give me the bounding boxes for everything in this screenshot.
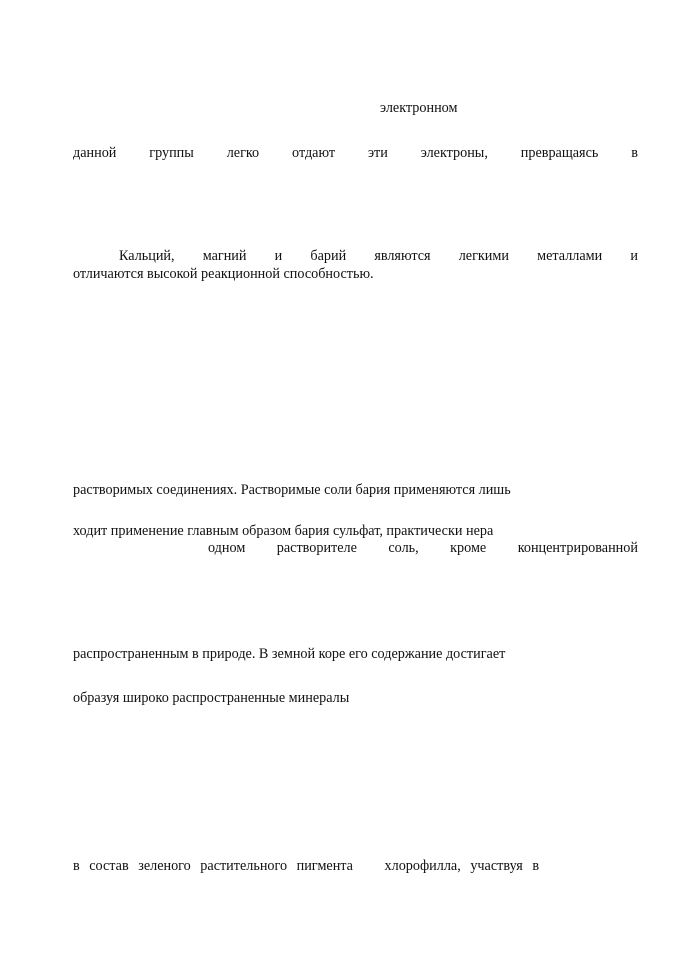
word: концентрированной [517,540,638,556]
word: магний [202,248,247,264]
word: соль, [388,540,419,556]
word: эти [367,145,388,161]
text-line-3 [119,248,638,265]
word: одном [208,540,246,556]
text-line-7 [208,540,638,557]
text-line-5: растворимых соединениях. Растворимые соли бария применяются лишь [73,482,511,498]
word: и [274,248,283,264]
word: превращаясь [520,145,599,161]
word: в [631,145,638,161]
text-line-8: распространенным в природе. В земной коре его содержание достигает [73,646,506,662]
word: зеленого [138,858,191,874]
word: легкими [458,248,509,264]
word: группы [149,145,194,161]
text-line-4: отличаются высокой реакционной способностью. [73,266,374,282]
text-line-6: ходит применение главным образом бария сульфат, практически нера [73,523,494,539]
word: являются [374,248,431,264]
text-line-10 [73,858,638,875]
word: в [532,858,540,874]
word: Кальций, [119,248,175,264]
word: барий [310,248,347,264]
word: легко [226,145,260,161]
word: металлами [537,248,603,264]
word: кроме [450,540,487,556]
text-line-9: образуя широко распространенные минералы [73,690,350,706]
word: пигмента [296,858,353,874]
text-line-2 [73,145,638,162]
word: состав [89,858,129,874]
word: и [630,248,638,264]
word: растворителе [276,540,357,556]
word: участвуя [470,858,523,874]
word: данной [73,145,117,161]
text-line-1: электронном [380,100,458,116]
word: отдают [292,145,336,161]
word: в [73,858,80,874]
word: хлорофилла, [384,858,461,874]
word: растительного [200,858,288,874]
word: электроны, [420,145,488,161]
